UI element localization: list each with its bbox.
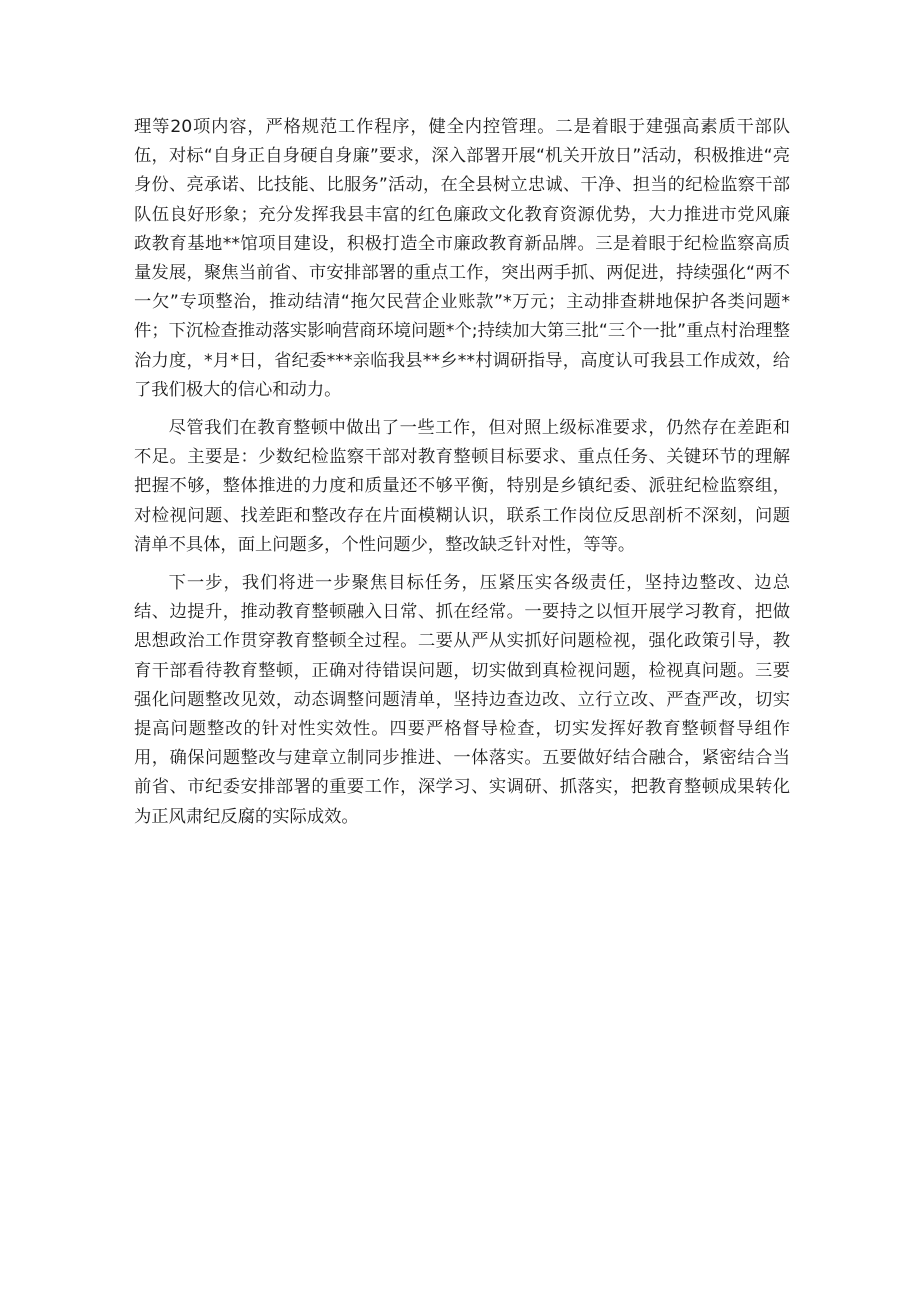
paragraph-continued: 理等20项内容，严格规范工作程序，健全内控管理。二是着眼于建强高素质干部队伍，对标“自身正自身硬自身廉”要求，深入部署开展“机关开放日”活动，积极推进“亮身份、亮承诺、比技能、比服务”活动，在全县树立忠诚、干净、担当的纪检监察干部队伍良好形象；充分发挥我县丰富的红色廉政文化教育资源优势，大力推进市党风廉政教育基地**馆项目建设，积极打造全市廉政教育新品牌。三是着眼于纪检监察高质量发展，聚焦当前省、市安排部署的重点工作，突出两手抓、两促进，持续强化“两不一欠”专项整治，推动结清“拖欠民营企业账款”*万元；主动排查耕地保护各类问题*件；下沉检查推动落实影响营商环境问题*个;持续加大第三批“三个一批”重点村治理整治力度，*月*日，省纪委***亲临我县**乡**村调研指导，高度认可我县工作成效，给了我们极大的信心和动力。 xyxy=(134,117,790,400)
paragraph-shortcomings: 尽管我们在教育整顿中做出了一些工作，但对照上级标准要求，仍然存在差距和不足。主要是：少数纪检监察干部对教育整顿目标要求、重点任务、关键环节的理解把握不够，整体推进的力度和质量还不够平衡，特别是乡镇纪委、派驻纪检监察组，对检视问题、找差距和整改存在片面模糊认识，联系工作岗位反思剖析不深刻，问题清单不具体，面上问题多，个性问题少，整改缺乏针对性，等等。 xyxy=(134,418,790,555)
paragraph-next-steps: 下一步，我们将进一步聚焦目标任务，压紧压实各级责任，坚持边整改、边总结、边提升，推动教育整顿融入日常、抓在经常。一要持之以恒开展学习教育，把做思想政治工作贯穿教育整顿全过程。二要从严从实抓好问题检视，强化政策引导，教育干部看待教育整顿，正确对待错误问题，切实做到真检视问题，检视真问题。三要强化问题整改见效，动态调整问题清单，坚持边查边改、立行立改、严查严改，切实提高问题整改的针对性实效性。四要严格督导检查，切实发挥好教育整顿督导组作用，确保问题整改与建章立制同步推进、一体落实。五要做好结合融合，紧密结合当前省、市纪委安排部署的重要工作，深学习、实调研、抓落实，把教育整顿成果转化为正风肃纪反腐的实际成效。 xyxy=(134,573,790,827)
document-body xyxy=(134,113,790,832)
